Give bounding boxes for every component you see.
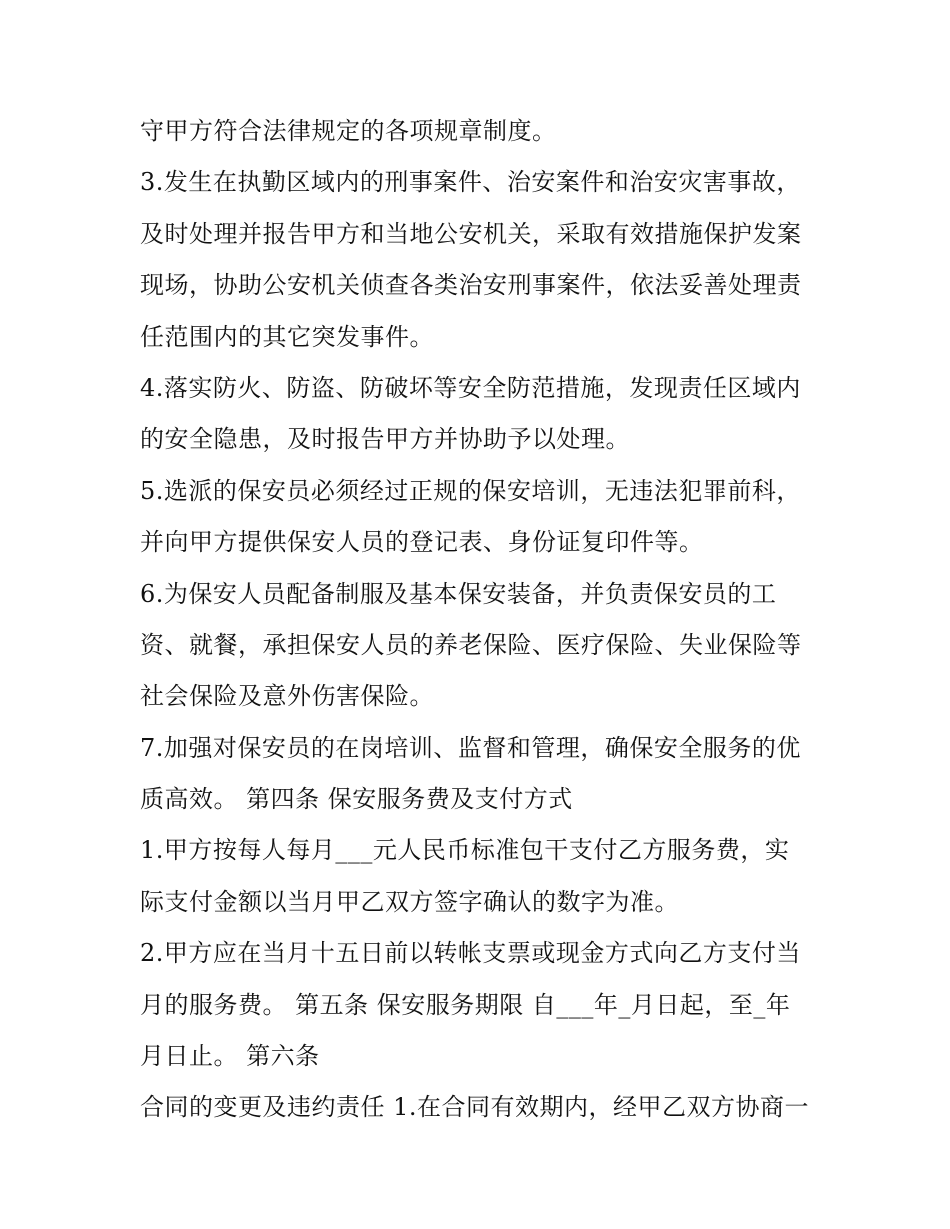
text-line: 及时处理并报告甲方和当地公安机关，采取有效措施保护发案	[140, 219, 802, 248]
text-line: 资、就餐，承担保安人员的养老保险、医疗保险、失业保险等	[140, 630, 802, 659]
text-line: 现场，协助公安机关侦查各类治安刑事案件，依法妥善处理责	[140, 271, 802, 300]
text-line: 并向甲方提供保安人员的登记表、身份证复印件等。	[140, 528, 704, 557]
contract-text-body	[140, 106, 840, 1134]
text-line: 任范围内的其它突发事件。	[140, 322, 434, 351]
text-line: 月的服务费。 第五条 保安服务期限 自___年_月日起，至_年	[140, 990, 791, 1019]
text-line: 3.发生在执勤区域内的刑事案件、治安案件和治安灾害事故，	[140, 168, 801, 197]
text-line: 6.为保安人员配备制服及基本保安装备，并负责保安员的工	[140, 579, 777, 608]
text-line: 社会保险及意外伤害保险。	[140, 682, 434, 711]
text-line: 合同的变更及违约责任 1.在合同有效期内，经甲乙双方协商一	[140, 1093, 810, 1122]
text-line: 4.落实防火、防盗、防破坏等安全防范措施，发现责任区域内	[140, 373, 801, 402]
text-line: 1.甲方按每人每月___元人民币标准包干支付乙方服务费，实	[140, 836, 790, 865]
text-line: 2.甲方应在当月十五日前以转帐支票或现金方式向乙方支付当	[140, 939, 801, 968]
text-line: 7.加强对保安员的在岗培训、监督和管理，确保安全服务的优	[140, 733, 801, 762]
text-line: 的安全隐患，及时报告甲方并协助予以处理。	[140, 425, 630, 454]
text-line: 际支付金额以当月甲乙双方签字确认的数字为准。	[140, 887, 679, 916]
text-line: 守甲方符合法律规定的各项规章制度。	[140, 117, 557, 145]
text-line: 月日止。 第六条	[140, 1042, 320, 1071]
text-line: 质高效。 第四条 保安服务费及支付方式	[140, 785, 573, 814]
text-line: 5.选派的保安员必须经过正规的保安培训，无违法犯罪前科，	[140, 476, 801, 505]
